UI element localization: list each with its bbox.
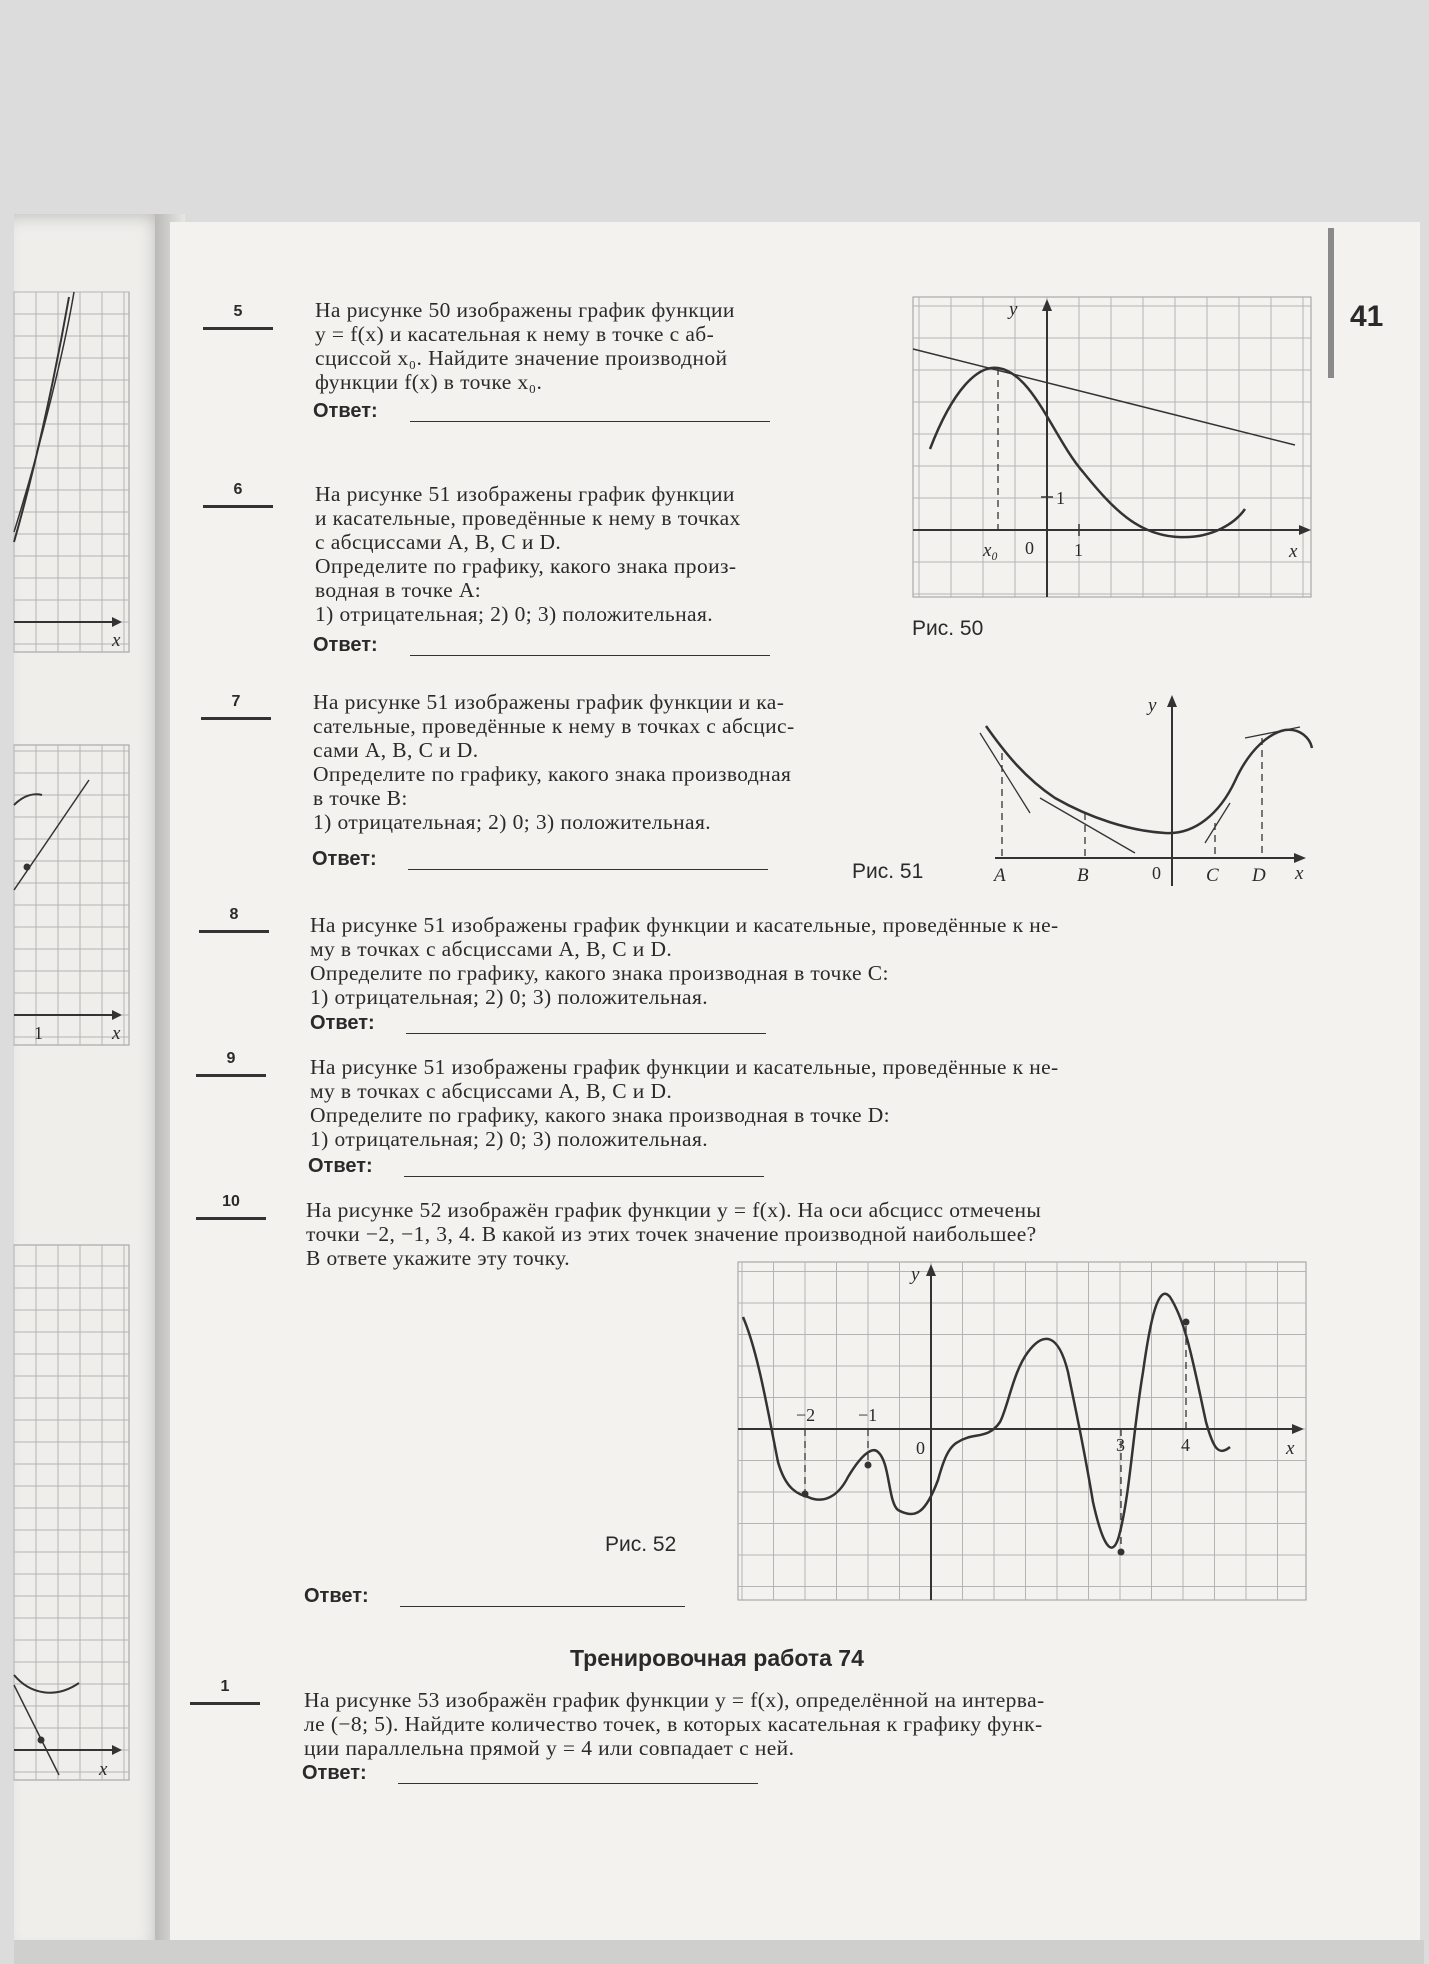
fig52-curve (743, 1294, 1230, 1548)
fig52-tick-minus1: −1 (858, 1405, 878, 1425)
training-task-1-answer-field[interactable] (398, 1782, 758, 1784)
fig51-point-A: A (994, 865, 1006, 886)
task-10-answer-label: Ответ: (304, 1585, 369, 1607)
task-10-text: На рисунке 52 изображён график функции y = f(x). На оси абсцисс отмечены точки −2, −1, 3, 4. В какой из этих точек значение производной наибольшее? В ответе укажите эту точку. (306, 1198, 1042, 1270)
task-7-number: 7 (201, 693, 271, 720)
fig50-caption: Рис. 50 (912, 617, 984, 640)
fig51-origin-label: 0 (1152, 863, 1161, 883)
task-5-text: На рисунке 50 изображены график функции y = f(x) и касательная к нему в точке с аб- сциссой x₀. Найдите значение производной функции f(x) в точке x₀. (315, 298, 735, 394)
left-page-graph-3 (14, 1245, 129, 1780)
fig51-point-B: B (1077, 865, 1089, 886)
task-8-answer-field[interactable] (406, 1032, 766, 1034)
figure-50 (913, 297, 1313, 597)
task-9-answer-field[interactable] (404, 1175, 764, 1177)
book-cover-edge (14, 1940, 1424, 1964)
fig52-caption: Рис. 52 (605, 1533, 677, 1556)
fig50-x-label: x (1289, 541, 1298, 562)
page-number: 41 (1350, 300, 1384, 333)
fig50-tangent-line (913, 349, 1295, 445)
page-number-tab (1328, 228, 1334, 378)
task-5-answer-label: Ответ: (313, 400, 378, 422)
fig52-y-label: y (911, 1264, 920, 1285)
task-6-text: На рисунке 51 изображены график функции и касательные, проведённые к нему в точках с абсциссами A, B, C и D. Определите по графику, какого знака произ- водная в точке A: 1) отрицательная; 2) 0; 3) положительная. (315, 482, 741, 626)
fig50-one-x-label: 1 (1074, 540, 1083, 560)
section-heading: Тренировочная работа 74 (570, 1645, 864, 1671)
task-7-answer-label: Ответ: (312, 848, 377, 870)
task-9-answer-label: Ответ: (308, 1155, 373, 1177)
task-5-answer-field[interactable] (410, 420, 770, 422)
fig50-one-y-label: 1 (1056, 488, 1065, 508)
left-x-label-2: x (112, 1023, 121, 1044)
training-task-1-number: 1 (190, 1678, 260, 1705)
left-page-graph-1 (14, 292, 129, 652)
fig51-tangent-A (980, 733, 1030, 813)
fig51-curve (986, 726, 1312, 833)
fig51-point-D: D (1252, 865, 1266, 886)
task-8-answer-label: Ответ: (310, 1012, 375, 1034)
left-x-label-1: x (112, 630, 121, 651)
left-x-label-3: x (99, 1759, 108, 1780)
task-6-answer-label: Ответ: (313, 634, 378, 656)
fig52-tick-3: 3 (1116, 1435, 1125, 1455)
task-8-number: 8 (199, 906, 269, 933)
task-10-number: 10 (196, 1193, 266, 1220)
training-task-1-answer-label: Ответ: (302, 1762, 367, 1784)
fig52-origin-label: 0 (916, 1438, 925, 1458)
fig51-x-label: x (1295, 863, 1304, 884)
task-10-answer-field[interactable] (400, 1605, 685, 1607)
fig51-y-label: y (1148, 695, 1157, 716)
fig51-caption: Рис. 51 (852, 860, 924, 883)
fig52-x-label: x (1286, 1438, 1295, 1459)
fig50-x0-label: x₀ (983, 540, 999, 561)
task-7-answer-field[interactable] (408, 868, 768, 870)
fig50-origin-label: 0 (1025, 538, 1034, 558)
fig52-tick-minus2: −2 (796, 1405, 816, 1425)
left-page-graph-2 (14, 745, 129, 1045)
left-one-label: 1 (34, 1023, 43, 1043)
fig51-point-C: C (1206, 865, 1219, 886)
task-8-text: На рисунке 51 изображены график функции и касательные, проведённые к не- му в точках с абсциссами A, B, C и D. Определите по графику, какого знака производная в точке C: 1) отрицательная; 2) 0; 3) положительная. (310, 913, 1059, 1009)
fig50-y-label: y (1009, 299, 1018, 320)
training-task-1-text: На рисунке 53 изображён график функции y = f(x), определённой на интерва- ле (−8; 5). Найдите количество точек, в которых касательная к графику функ- ции параллельна прямой y = 4 или совпадает с ней. (304, 1688, 1045, 1760)
figure-51 (980, 693, 1320, 893)
fig52-tick-4: 4 (1181, 1435, 1190, 1455)
task-9-number: 9 (196, 1050, 266, 1077)
task-9-text: На рисунке 51 изображены график функции и касательные, проведённые к не- му в точках с абсциссами A, B, C и D. Определите по графику, какого знака производная в точке D: 1) отрицательная; 2) 0; 3) положительная. (310, 1055, 1059, 1151)
task-6-number: 6 (203, 481, 273, 508)
task-6-answer-field[interactable] (410, 654, 770, 656)
task-5-number: 5 (203, 303, 273, 330)
fig51-tangent-D (1245, 727, 1300, 738)
figure-52 (738, 1262, 1308, 1602)
task-7-text: На рисунке 51 изображены график функции и ка- сательные, проведённые к нему в точках с абсцис- сами A, B, C и D. Определите по графику, какого знака производная в точке B: 1) отрицательная; 2) 0; 3) положительная. (313, 690, 795, 834)
